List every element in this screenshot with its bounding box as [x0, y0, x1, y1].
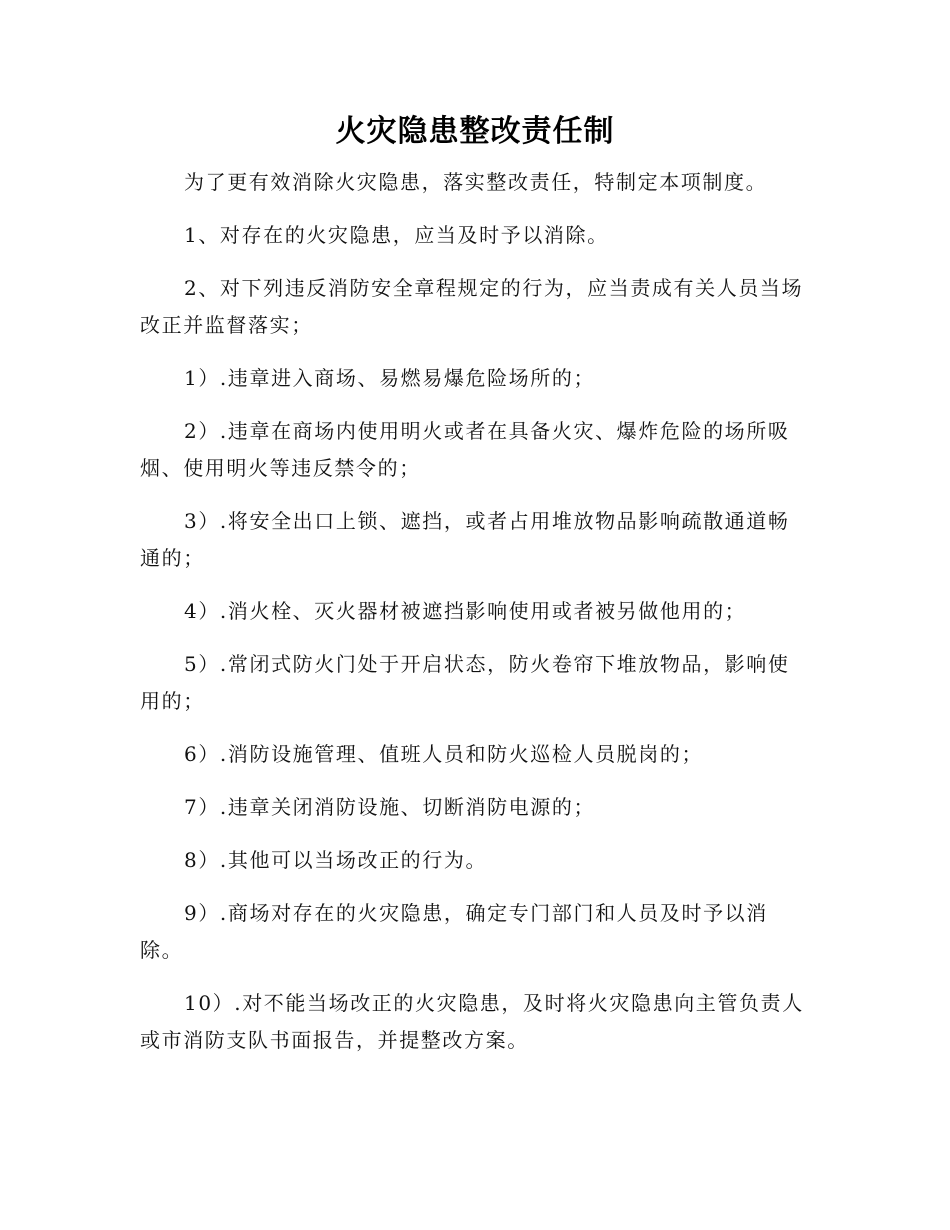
- list-item-8: 8）.其他可以当场改正的行为。: [184, 848, 488, 872]
- list-item-9: 9）.商场对存在的火灾隐患，确定专门部门和人员及时予以消除。: [140, 901, 768, 962]
- list-item-5: 5）.常闭式防火门处于开启状态，防火卷帘下堆放物品，影响使用的；: [140, 652, 790, 713]
- list-item-3: 3）.将安全出口上锁、遮挡，或者占用堆放物品影响疏散通道畅通的；: [140, 509, 790, 570]
- paragraph-intro: 为了更有效消除火灾隐患，落实整改责任，特制定本项制度。: [184, 170, 768, 194]
- list-item-6: 6）.消防设施管理、值班人员和防火巡检人员脱岗的；: [184, 742, 704, 766]
- list-item-4: 4）.消火栓、灭火器材被遮挡影响使用或者被另做他用的；: [184, 599, 747, 623]
- paragraph-rule-2: 2、对下列违反消防安全章程规定的行为，应当责成有关人员当场改正并监督落实；: [140, 276, 804, 337]
- list-item-2: 2）.违章在商场内使用明火或者在具备火灾、爆炸危险的场所吸烟、使用明火等违反禁令的；: [140, 419, 790, 480]
- document-body: [140, 164, 808, 1075]
- list-item-7: 7）.违章关闭消防设施、切断消防电源的；: [184, 795, 596, 819]
- list-item-1: 1）.违章进入商场、易燃易爆危险场所的；: [184, 366, 596, 390]
- list-item-10: 10）.对不能当场改正的火灾隐患，及时将火灾隐患向主管负责人或市消防支队书面报告，并提整改方案。: [140, 991, 804, 1052]
- paragraph-rule-1: 1、对存在的火灾隐患，应当及时予以消除。: [184, 223, 609, 247]
- document-title: 火灾隐患整改责任制: [335, 114, 615, 149]
